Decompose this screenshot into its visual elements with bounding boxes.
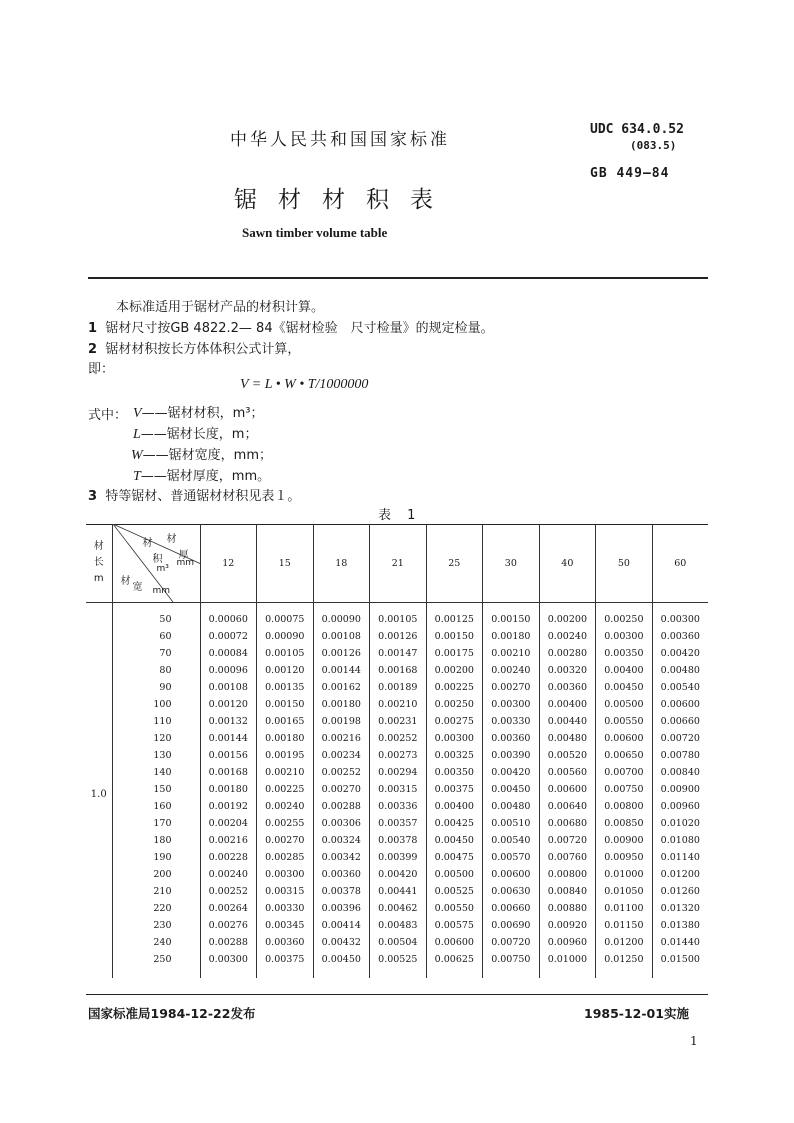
def-l <box>133 423 257 443</box>
volume-cell: 0.00120 <box>200 696 257 713</box>
width-cell: 180 <box>112 832 200 849</box>
volume-cell: 0.00147 <box>370 645 427 662</box>
volume-cell: 0.00420 <box>660 648 700 659</box>
volume-cell: 0.00441 <box>370 883 427 900</box>
issuing-org: 中华人民共和国国家标准 <box>230 130 450 150</box>
clause-3 <box>88 485 300 504</box>
corner-header <box>112 524 200 603</box>
volume-cell: 0.00960 <box>660 801 700 812</box>
volume-cell: 0.00273 <box>370 747 427 764</box>
volume-cell: 0.00075 <box>257 603 314 629</box>
thickness-header-18: 18 <box>313 524 370 603</box>
volume-cell: 0.00640 <box>539 798 596 815</box>
volume-cell: 0.00072 <box>200 628 257 645</box>
volume-cell: 0.00450 <box>596 679 653 696</box>
volume-cell: 0.00294 <box>370 764 427 781</box>
def-w <box>131 444 272 464</box>
volume-cell: 0.00600 <box>426 934 483 951</box>
volume-cell: 0.00850 <box>596 815 653 832</box>
volume-cell: 0.00342 <box>313 849 370 866</box>
volume-cell: 0.00800 <box>539 866 596 883</box>
thickness-header-60: 60 <box>652 524 708 603</box>
def-v-symbol: V <box>133 406 142 421</box>
volume-cell: 0.00525 <box>370 951 427 978</box>
table-row <box>86 917 708 934</box>
thickness-header-50: 50 <box>596 524 653 603</box>
volume-cell: 0.00150 <box>483 603 540 629</box>
volume-cell: 0.00204 <box>200 815 257 832</box>
corner-width-unit: mm <box>152 586 171 596</box>
document-title: 锯材材积表 <box>234 187 454 213</box>
volume-cell: 0.00570 <box>483 849 540 866</box>
volume-cell: 0.00216 <box>313 730 370 747</box>
volume-cell: 0.01150 <box>596 917 653 934</box>
def-t-symbol: T <box>133 469 141 484</box>
volume-cell: 0.00375 <box>257 951 314 978</box>
width-cell: 160 <box>112 798 200 815</box>
table-row <box>86 832 708 849</box>
table-row <box>86 934 708 951</box>
volume-cell: 0.00378 <box>313 883 370 900</box>
length-header-char1: 材 <box>93 541 104 552</box>
table-row <box>86 730 708 747</box>
volume-cell: 0.00162 <box>313 679 370 696</box>
volume-cell: 0.00400 <box>596 662 653 679</box>
volume-cell: 0.00500 <box>426 866 483 883</box>
volume-cell: 0.00720 <box>483 934 540 951</box>
table-row <box>86 747 708 764</box>
volume-cell: 0.00198 <box>313 713 370 730</box>
volume-cell: 0.00840 <box>539 883 596 900</box>
volume-cell: 0.00324 <box>313 832 370 849</box>
volume-cell: 0.00270 <box>313 781 370 798</box>
table-row <box>86 628 708 645</box>
volume-cell: 0.00315 <box>370 781 427 798</box>
volume-cell: 0.00900 <box>596 832 653 849</box>
volume-cell: 0.00475 <box>426 849 483 866</box>
length-cell: 1.0 <box>86 603 112 979</box>
volume-cell: 0.00180 <box>483 628 540 645</box>
def-t <box>133 465 270 485</box>
length-header-unit: m <box>93 573 104 584</box>
width-cell: 250 <box>112 951 200 978</box>
volume-cell: 0.00600 <box>596 730 653 747</box>
width-cell: 60 <box>112 628 200 645</box>
volume-cell: 0.00175 <box>426 645 483 662</box>
volume-cell: 0.00840 <box>660 767 700 778</box>
volume-cell: 0.01250 <box>596 951 653 978</box>
width-cell: 210 <box>112 883 200 900</box>
table-bottom-rule <box>86 994 708 995</box>
table-row <box>86 883 708 900</box>
table-row <box>86 662 708 679</box>
volume-cell: 0.00252 <box>370 730 427 747</box>
volume-cell: 0.00483 <box>370 917 427 934</box>
volume-cell: 0.00228 <box>200 849 257 866</box>
volume-cell: 0.00180 <box>313 696 370 713</box>
clause-1-number: 1 <box>88 321 98 336</box>
volume-cell: 0.00240 <box>257 798 314 815</box>
table-row <box>86 781 708 798</box>
volume-cell: 0.00360 <box>539 679 596 696</box>
volume-cell: 0.00165 <box>257 713 314 730</box>
width-cell: 240 <box>112 934 200 951</box>
volume-cell: 0.00330 <box>257 900 314 917</box>
clause-3-number: 3 <box>88 489 98 504</box>
volume-cell: 0.01200 <box>660 869 700 880</box>
volume-cell: 0.00225 <box>257 781 314 798</box>
width-cell: 100 <box>112 696 200 713</box>
volume-cell: 0.01080 <box>660 835 700 846</box>
clause-2 <box>88 338 300 357</box>
volume-cell: 0.00450 <box>426 832 483 849</box>
volume-cell: 0.00288 <box>200 934 257 951</box>
volume-cell: 0.00396 <box>313 900 370 917</box>
volume-cell: 0.00210 <box>483 645 540 662</box>
table-row <box>86 815 708 832</box>
width-cell: 120 <box>112 730 200 747</box>
def-l-symbol: L <box>133 427 141 442</box>
volume-cell: 0.00880 <box>539 900 596 917</box>
volume-cell: 0.00420 <box>483 764 540 781</box>
volume-cell: 0.00252 <box>313 764 370 781</box>
volume-cell: 0.00450 <box>313 951 370 978</box>
volume-cell: 0.00440 <box>539 713 596 730</box>
volume-cell: 0.00425 <box>426 815 483 832</box>
volume-cell: 0.01140 <box>660 852 700 863</box>
volume-table <box>86 524 708 978</box>
volume-cell: 0.00414 <box>313 917 370 934</box>
volume-cell: 0.00252 <box>200 883 257 900</box>
def-l-text: ——锯材长度，m； <box>140 427 258 442</box>
volume-cell: 0.00660 <box>483 900 540 917</box>
volume-cell: 0.00108 <box>200 679 257 696</box>
volume-cell: 0.00690 <box>483 917 540 934</box>
volume-cell: 0.00560 <box>539 764 596 781</box>
volume-cell: 0.01440 <box>660 937 700 948</box>
volume-cell: 0.00950 <box>596 849 653 866</box>
thickness-header-21: 21 <box>370 524 427 603</box>
table-row <box>86 603 708 629</box>
page-number: 1 <box>690 1034 698 1048</box>
volume-cell: 0.01260 <box>660 886 700 897</box>
volume-cell: 0.00240 <box>483 662 540 679</box>
width-cell: 70 <box>112 645 200 662</box>
volume-cell: 0.00168 <box>370 662 427 679</box>
volume-cell: 0.00480 <box>539 730 596 747</box>
thickness-header-15: 15 <box>257 524 314 603</box>
volume-cell: 0.00336 <box>370 798 427 815</box>
def-w-text: ——锯材宽度，mm； <box>142 448 272 463</box>
width-cell: 230 <box>112 917 200 934</box>
volume-cell: 0.00750 <box>596 781 653 798</box>
def-v-text: ——锯材材积，m³； <box>141 406 264 421</box>
volume-cell: 0.00315 <box>257 883 314 900</box>
volume-cell: 0.00300 <box>660 614 700 625</box>
volume-cell: 0.00126 <box>370 628 427 645</box>
volume-cell: 0.00225 <box>426 679 483 696</box>
volume-cell: 0.00150 <box>257 696 314 713</box>
volume-cell: 0.01020 <box>660 818 700 829</box>
width-cell: 90 <box>112 679 200 696</box>
clause-2-number: 2 <box>88 342 98 357</box>
volume-cell: 0.00250 <box>596 603 653 629</box>
volume-cell: 0.00660 <box>660 716 700 727</box>
volume-cell: 0.01500 <box>660 954 700 965</box>
volume-cell: 0.00275 <box>426 713 483 730</box>
volume-cell: 0.00540 <box>660 682 700 693</box>
volume-cell: 0.00150 <box>426 628 483 645</box>
volume-cell: 0.00550 <box>426 900 483 917</box>
volume-cell: 0.00126 <box>313 645 370 662</box>
volume-cell: 0.00378 <box>370 832 427 849</box>
clause-3-text: 特等锯材、普通锯材材积见表１。 <box>105 489 301 504</box>
volume-cell: 0.00125 <box>426 603 483 629</box>
where-label: 式中： <box>88 408 128 423</box>
ji-label: 即： <box>88 362 115 377</box>
volume-cell: 0.00135 <box>257 679 314 696</box>
def-t-text: ——锯材厚度，mm。 <box>140 469 271 484</box>
volume-formula: V = L • W • T/1000000 <box>240 377 369 392</box>
volume-cell: 0.00780 <box>660 750 700 761</box>
table-row <box>86 764 708 781</box>
volume-cell: 0.00320 <box>539 662 596 679</box>
volume-cell: 0.00630 <box>483 883 540 900</box>
volume-cell: 0.00200 <box>539 603 596 629</box>
volume-cell: 0.00550 <box>596 713 653 730</box>
volume-cell: 0.00390 <box>483 747 540 764</box>
clause-1-text: 锯材尺寸按GB 4822.2— 84《锯材检验 尺寸检量》的规定检量。 <box>105 321 494 336</box>
volume-cell: 0.00090 <box>313 603 370 629</box>
volume-cell: 0.01100 <box>596 900 653 917</box>
volume-cell: 0.00600 <box>539 781 596 798</box>
volume-cell: 0.00760 <box>539 849 596 866</box>
table-caption: 表 1 <box>378 508 422 523</box>
volume-cell: 0.00504 <box>370 934 427 951</box>
volume-cell: 0.00360 <box>313 866 370 883</box>
length-header <box>86 524 112 603</box>
volume-cell: 0.00300 <box>257 866 314 883</box>
clause-2-text: 锯材材积按长方体体积公式计算， <box>105 342 301 357</box>
volume-cell: 0.00189 <box>370 679 427 696</box>
table-header-row <box>86 524 708 603</box>
volume-cell: 0.00270 <box>257 832 314 849</box>
corner-vol-unit: m³ <box>156 564 169 574</box>
width-cell: 190 <box>112 849 200 866</box>
width-cell: 80 <box>112 662 200 679</box>
volume-cell: 0.00200 <box>426 662 483 679</box>
volume-cell: 0.00060 <box>200 603 257 629</box>
volume-cell: 0.00180 <box>200 781 257 798</box>
volume-cell: 0.00240 <box>200 866 257 883</box>
standard-number: GB 449—84 <box>590 166 670 181</box>
table-body <box>86 603 708 979</box>
volume-cell: 0.00264 <box>200 900 257 917</box>
thickness-header-30: 30 <box>483 524 540 603</box>
volume-cell: 0.00084 <box>200 645 257 662</box>
header-rule <box>88 277 708 279</box>
volume-cell: 0.01050 <box>596 883 653 900</box>
width-cell: 220 <box>112 900 200 917</box>
clause-1 <box>88 317 494 336</box>
width-cell: 130 <box>112 747 200 764</box>
length-header-char2: 长 <box>93 557 104 568</box>
volume-cell: 0.00650 <box>596 747 653 764</box>
volume-cell: 0.00360 <box>483 730 540 747</box>
volume-cell: 0.00375 <box>426 781 483 798</box>
table-row <box>86 696 708 713</box>
corner-thick-1: 材 <box>166 534 177 545</box>
volume-cell: 0.00800 <box>596 798 653 815</box>
width-cell: 150 <box>112 781 200 798</box>
volume-cell: 0.00360 <box>660 631 700 642</box>
volume-cell: 0.00105 <box>257 645 314 662</box>
table-row <box>86 849 708 866</box>
volume-cell: 0.00357 <box>370 815 427 832</box>
volume-cell: 0.00960 <box>539 934 596 951</box>
table-row <box>86 951 708 978</box>
volume-cell: 0.00360 <box>257 934 314 951</box>
volume-cell: 0.00520 <box>539 747 596 764</box>
volume-cell: 0.00108 <box>313 628 370 645</box>
volume-cell: 0.00525 <box>426 883 483 900</box>
volume-cell: 0.00144 <box>200 730 257 747</box>
table-row <box>86 679 708 696</box>
table-row <box>86 798 708 815</box>
udc-code-sub: (083.5) <box>630 139 677 152</box>
volume-cell: 0.00600 <box>483 866 540 883</box>
volume-cell: 0.00510 <box>483 815 540 832</box>
volume-cell: 0.00330 <box>483 713 540 730</box>
table-row <box>86 645 708 662</box>
volume-cell: 0.00750 <box>483 951 540 978</box>
volume-cell: 0.00231 <box>370 713 427 730</box>
volume-cell: 0.00420 <box>370 866 427 883</box>
volume-cell: 0.00210 <box>257 764 314 781</box>
table-row <box>86 866 708 883</box>
effective-date: 1985-12-01实施 <box>584 1006 689 1021</box>
volume-cell: 0.00132 <box>200 713 257 730</box>
volume-cell: 0.01000 <box>596 866 653 883</box>
volume-cell: 0.00090 <box>257 628 314 645</box>
volume-cell: 0.00345 <box>257 917 314 934</box>
volume-cell: 0.00156 <box>200 747 257 764</box>
def-w-symbol: W <box>131 448 143 463</box>
volume-cell: 0.00306 <box>313 815 370 832</box>
volume-cell: 0.00920 <box>539 917 596 934</box>
volume-cell: 0.00900 <box>660 784 700 795</box>
volume-cell: 0.00400 <box>539 696 596 713</box>
corner-width-1: 材 <box>120 576 131 587</box>
volume-cell: 0.00234 <box>313 747 370 764</box>
volume-cell: 0.00270 <box>483 679 540 696</box>
volume-cell: 0.00720 <box>660 733 700 744</box>
udc-code: UDC 634.0.52 <box>590 122 684 137</box>
volume-cell: 0.00300 <box>596 628 653 645</box>
volume-cell: 0.01200 <box>596 934 653 951</box>
volume-cell: 0.00255 <box>257 815 314 832</box>
volume-cell: 0.00210 <box>370 696 427 713</box>
volume-cell: 0.00285 <box>257 849 314 866</box>
thickness-header-40: 40 <box>539 524 596 603</box>
corner-width-2: 宽 <box>132 582 143 593</box>
corner-vol-1: 材 <box>142 538 153 549</box>
volume-cell: 0.00192 <box>200 798 257 815</box>
volume-cell: 0.00399 <box>370 849 427 866</box>
volume-cell: 0.00300 <box>200 951 257 978</box>
volume-cell: 0.00096 <box>200 662 257 679</box>
width-cell: 170 <box>112 815 200 832</box>
thickness-header-25: 25 <box>426 524 483 603</box>
issue-date: 国家标准局1984-12-22发布 <box>88 1006 256 1021</box>
volume-cell: 0.00400 <box>426 798 483 815</box>
volume-cell: 0.00300 <box>483 696 540 713</box>
volume-cell: 0.00280 <box>539 645 596 662</box>
volume-cell: 0.00480 <box>483 798 540 815</box>
volume-cell: 0.00144 <box>313 662 370 679</box>
volume-cell: 0.00350 <box>596 645 653 662</box>
table-row <box>86 900 708 917</box>
volume-cell: 0.00350 <box>426 764 483 781</box>
corner-vol-2: 积 <box>152 554 163 565</box>
volume-cell: 0.00600 <box>660 699 700 710</box>
volume-cell: 0.00216 <box>200 832 257 849</box>
volume-cell: 0.00540 <box>483 832 540 849</box>
volume-cell: 0.00500 <box>596 696 653 713</box>
volume-cell: 0.00250 <box>426 696 483 713</box>
width-cell: 200 <box>112 866 200 883</box>
volume-cell: 0.00120 <box>257 662 314 679</box>
volume-cell: 0.00625 <box>426 951 483 978</box>
volume-cell: 0.00720 <box>539 832 596 849</box>
width-cell: 50 <box>112 603 200 629</box>
document-title-english: Sawn timber volume table <box>242 225 388 240</box>
volume-cell: 0.00462 <box>370 900 427 917</box>
volume-cell: 0.00240 <box>539 628 596 645</box>
def-v <box>133 402 263 422</box>
volume-cell: 0.00288 <box>313 798 370 815</box>
volume-cell: 0.00575 <box>426 917 483 934</box>
volume-cell: 0.00195 <box>257 747 314 764</box>
volume-cell: 0.00700 <box>596 764 653 781</box>
volume-cell: 0.00276 <box>200 917 257 934</box>
volume-cell: 0.00325 <box>426 747 483 764</box>
table-row <box>86 713 708 730</box>
volume-cell: 0.00105 <box>370 603 427 629</box>
volume-cell: 0.01320 <box>660 903 700 914</box>
volume-cell: 0.00300 <box>426 730 483 747</box>
corner-thick-unit: mm <box>176 558 195 568</box>
intro-paragraph: 本标准适用于锯材产品的材积计算。 <box>116 300 325 315</box>
volume-cell: 0.00168 <box>200 764 257 781</box>
volume-cell: 0.00180 <box>257 730 314 747</box>
width-cell: 140 <box>112 764 200 781</box>
volume-cell: 0.00680 <box>539 815 596 832</box>
corner-thick-2: 厚 <box>178 550 189 561</box>
width-cell: 110 <box>112 713 200 730</box>
thickness-header-12: 12 <box>200 524 257 603</box>
volume-cell: 0.00432 <box>313 934 370 951</box>
volume-cell: 0.01380 <box>660 920 700 931</box>
volume-cell: 0.01000 <box>539 951 596 978</box>
volume-cell: 0.00450 <box>483 781 540 798</box>
volume-cell: 0.00480 <box>660 665 700 676</box>
